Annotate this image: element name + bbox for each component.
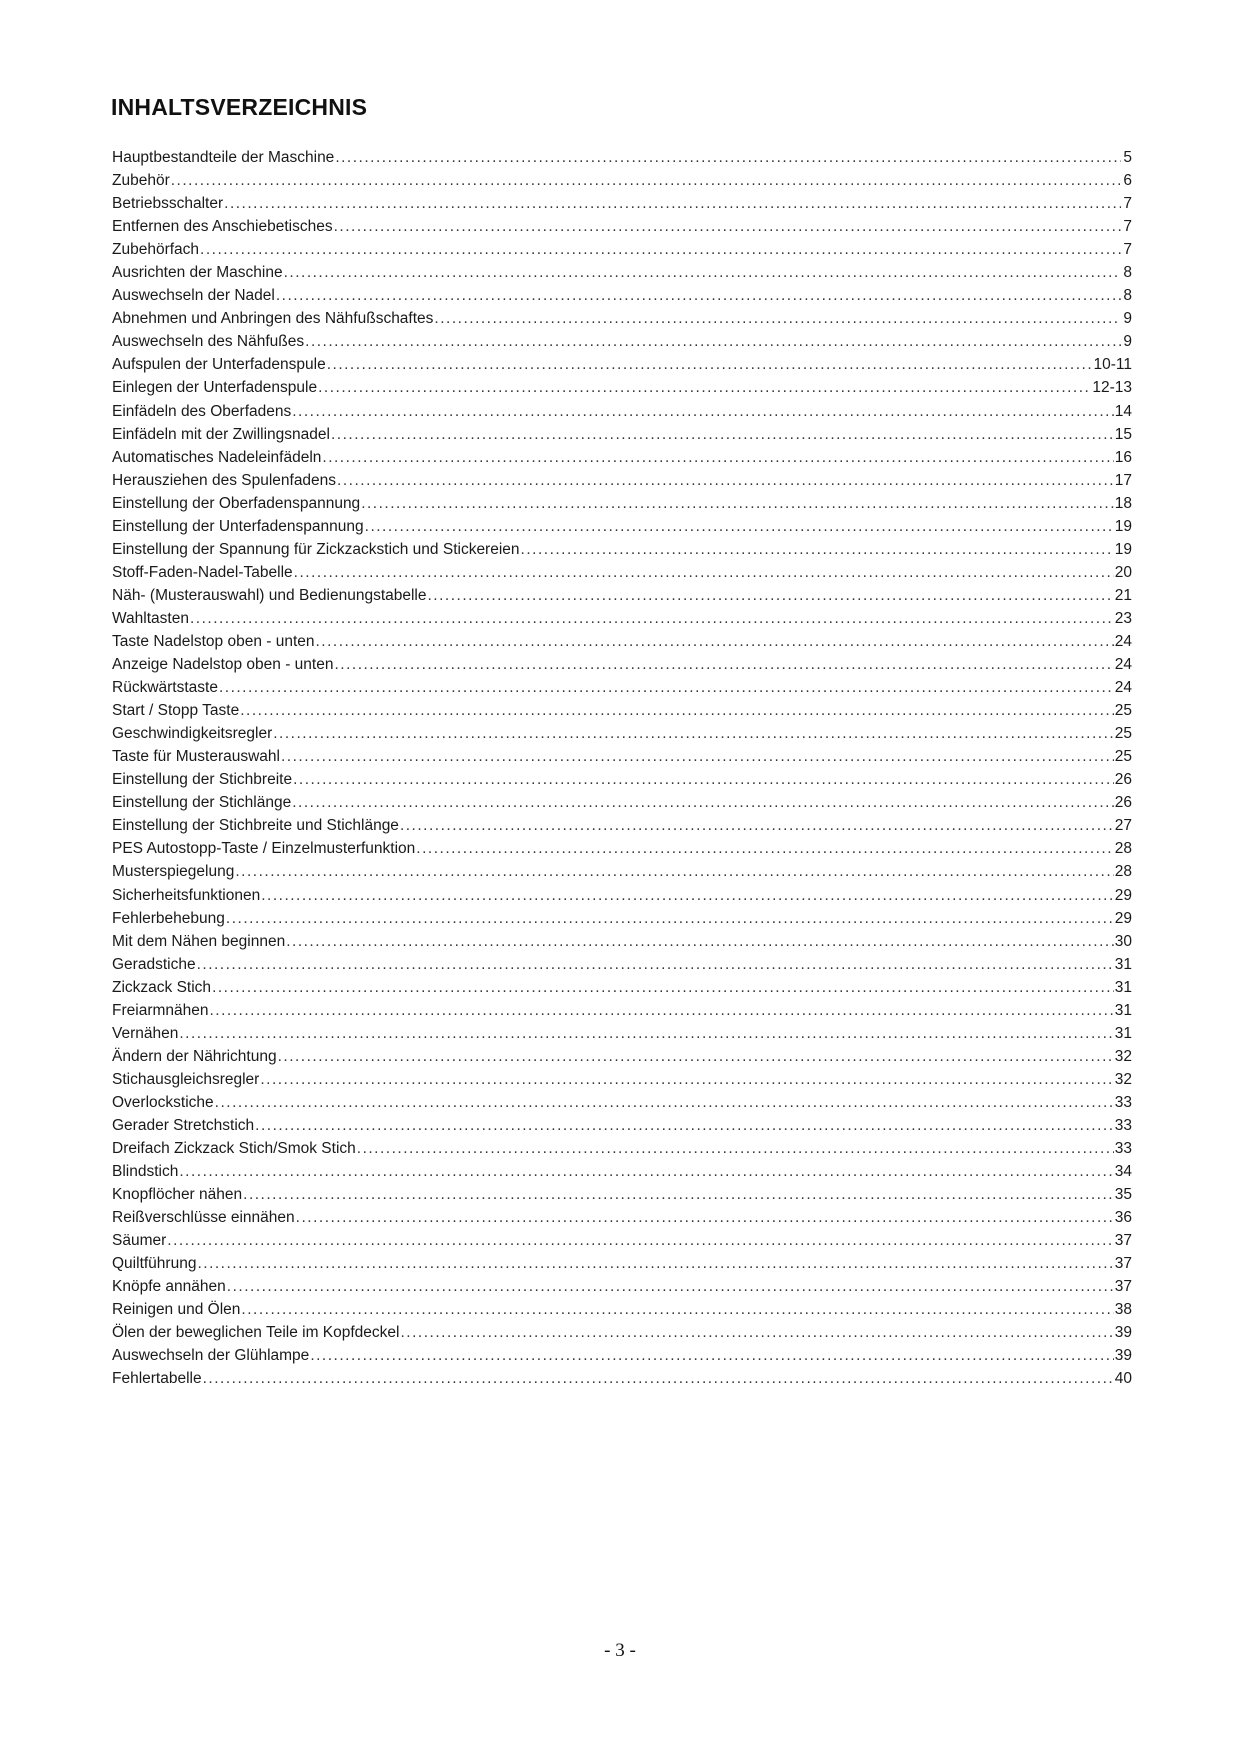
toc-entry-page: 25 bbox=[1114, 702, 1132, 720]
toc-entry bbox=[112, 791, 1132, 814]
toc-entry-page: 36 bbox=[1114, 1209, 1132, 1227]
toc-entry-label: Auswechseln des Nähfußes bbox=[112, 333, 305, 351]
toc-entry bbox=[112, 446, 1132, 469]
dot-leader bbox=[335, 146, 1121, 169]
toc-entry-page: 32 bbox=[1114, 1070, 1132, 1088]
toc-entry-page: 24 bbox=[1114, 632, 1132, 650]
toc-entry-label: Stoff-Faden-Nadel-Tabelle bbox=[112, 563, 293, 581]
toc-entry-page: 7 bbox=[1123, 218, 1132, 236]
toc-entry-label: Einlegen der Unterfadenspule bbox=[112, 379, 318, 397]
toc-entry-page: 39 bbox=[1114, 1347, 1132, 1365]
toc-entry bbox=[112, 699, 1132, 722]
dot-leader bbox=[255, 1114, 1114, 1137]
toc-entry-page: 26 bbox=[1114, 771, 1132, 789]
toc-entry-page: 40 bbox=[1114, 1370, 1132, 1388]
dot-leader bbox=[286, 930, 1114, 953]
toc-entry-label: Einstellung der Stichbreite und Stichlänge bbox=[112, 817, 399, 835]
toc-entry-label: Knöpfe annähen bbox=[112, 1278, 226, 1296]
toc-entry-label: Hauptbestandteile der Maschine bbox=[112, 149, 335, 166]
toc-entry-label: Zickzack Stich bbox=[112, 978, 212, 996]
toc-entry-label: Reißverschlüsse einnähen bbox=[112, 1209, 295, 1227]
toc-entry-page: 25 bbox=[1114, 748, 1132, 766]
toc-entry-page: 39 bbox=[1114, 1324, 1132, 1342]
toc-entry-label: Taste Nadelstop oben - unten bbox=[112, 632, 315, 650]
dot-leader bbox=[197, 1252, 1113, 1275]
toc-entry-page: 33 bbox=[1114, 1093, 1132, 1111]
dot-leader bbox=[235, 860, 1113, 883]
toc-entry bbox=[112, 284, 1132, 307]
toc-entry bbox=[112, 492, 1132, 515]
dot-leader bbox=[219, 676, 1114, 699]
toc-entry bbox=[112, 376, 1132, 399]
toc-entry-label: Ausrichten der Maschine bbox=[112, 264, 283, 282]
toc-entry-page: 17 bbox=[1114, 471, 1132, 489]
toc-entry-page: 37 bbox=[1114, 1278, 1132, 1296]
dot-leader bbox=[284, 261, 1121, 284]
toc-entry-label: Wahltasten bbox=[112, 609, 189, 627]
toc-entry-label: Mit dem Nähen beginnen bbox=[112, 932, 286, 950]
toc-entry-page: 33 bbox=[1114, 1140, 1132, 1158]
toc-entry bbox=[112, 1137, 1132, 1160]
toc-entry-page: 28 bbox=[1114, 840, 1132, 858]
toc-entry-page: 25 bbox=[1114, 725, 1132, 743]
toc-entry bbox=[112, 976, 1132, 999]
toc-entry bbox=[112, 1252, 1132, 1275]
dot-leader bbox=[365, 515, 1114, 538]
toc-entry bbox=[112, 1229, 1132, 1252]
page-title: INHALTSVERZEICHNIS bbox=[111, 94, 368, 120]
dot-leader bbox=[261, 884, 1114, 907]
toc-entry-page: 31 bbox=[1114, 1001, 1132, 1019]
toc-entry-label: Einfädeln mit der Zwillingsnadel bbox=[112, 425, 330, 443]
toc-entry bbox=[112, 1321, 1132, 1344]
toc-entry-page: 9 bbox=[1123, 333, 1132, 351]
toc-entry-page: 27 bbox=[1114, 817, 1132, 835]
dot-leader bbox=[212, 976, 1114, 999]
toc-entry-page: 7 bbox=[1123, 241, 1132, 259]
toc-entry bbox=[112, 423, 1132, 446]
dot-leader bbox=[260, 1068, 1113, 1091]
dot-leader bbox=[296, 1206, 1114, 1229]
toc-entry bbox=[112, 1045, 1132, 1068]
toc-entry bbox=[112, 1298, 1132, 1321]
toc-entry bbox=[112, 630, 1132, 653]
toc-entry-label: Aufspulen der Unterfadenspule bbox=[112, 356, 326, 374]
toc-entry-label: Automatisches Nadeleinfädeln bbox=[112, 448, 322, 466]
dot-leader bbox=[428, 584, 1114, 607]
toc-entry bbox=[112, 215, 1132, 238]
toc-entry bbox=[112, 400, 1132, 423]
toc-entry bbox=[112, 330, 1132, 353]
dot-leader bbox=[278, 1045, 1114, 1068]
toc-entry-page: 31 bbox=[1114, 1024, 1132, 1042]
toc-entry-page: 33 bbox=[1114, 1116, 1132, 1134]
dot-leader bbox=[190, 607, 1114, 630]
toc-entry-label: Vernähen bbox=[112, 1024, 179, 1042]
dot-leader bbox=[293, 768, 1114, 791]
dot-leader bbox=[334, 653, 1113, 676]
toc-entry-label: PES Autostopp-Taste / Einzelmusterfunktion bbox=[112, 840, 416, 858]
dot-leader bbox=[276, 284, 1121, 307]
toc-entry-label: Knopflöcher nähen bbox=[112, 1186, 243, 1204]
dot-leader bbox=[215, 1091, 1114, 1114]
dot-leader bbox=[334, 215, 1121, 238]
toc-entry-label: Ändern der Nährichtung bbox=[112, 1047, 277, 1065]
toc-entry bbox=[112, 768, 1132, 791]
dot-leader bbox=[327, 353, 1093, 376]
toc-entry-label: Entfernen des Anschiebetisches bbox=[112, 218, 333, 236]
dot-leader bbox=[240, 699, 1114, 722]
toc-entry-label: Einstellung der Unterfadenspannung bbox=[112, 517, 364, 535]
toc-entry-label: Musterspiegelung bbox=[112, 863, 235, 881]
dot-leader bbox=[434, 307, 1121, 330]
dot-leader bbox=[331, 423, 1114, 446]
toc-entry-page: 8 bbox=[1123, 264, 1132, 282]
toc-entry-label: Quiltführung bbox=[112, 1255, 197, 1273]
toc-entry-label: Geradstiche bbox=[112, 955, 196, 973]
toc-entry-page: 23 bbox=[1114, 609, 1132, 627]
toc-entry-page: 24 bbox=[1114, 656, 1132, 674]
toc-entry-label: Einstellung der Stichbreite bbox=[112, 771, 293, 789]
toc-entry bbox=[112, 1344, 1132, 1367]
toc-entry bbox=[112, 469, 1132, 492]
toc-entry bbox=[112, 837, 1132, 860]
toc-entry bbox=[112, 1367, 1132, 1390]
toc-entry bbox=[112, 584, 1132, 607]
toc-entry-page: 35 bbox=[1114, 1186, 1132, 1204]
toc-entry bbox=[112, 1206, 1132, 1229]
toc-entry-page: 7 bbox=[1123, 195, 1132, 213]
dot-leader bbox=[521, 538, 1114, 561]
toc-entry-page: 5 bbox=[1123, 149, 1132, 166]
toc-entry bbox=[112, 1022, 1132, 1045]
toc-entry bbox=[112, 722, 1132, 745]
toc-entry-label: Zubehör bbox=[112, 172, 170, 190]
dot-leader bbox=[416, 837, 1113, 860]
toc-entry-page: 34 bbox=[1114, 1163, 1132, 1181]
dot-leader bbox=[200, 238, 1121, 261]
dot-leader bbox=[305, 330, 1121, 353]
toc-entry bbox=[112, 860, 1132, 883]
toc-entry-label: Dreifach Zickzack Stich/Smok Stich bbox=[112, 1140, 356, 1158]
toc-entry bbox=[112, 1114, 1132, 1137]
toc-entry-page: 20 bbox=[1114, 563, 1132, 581]
toc-entry bbox=[112, 953, 1132, 976]
toc-entry bbox=[112, 353, 1132, 376]
toc-entry-label: Einstellung der Oberfadenspannung bbox=[112, 494, 361, 512]
toc-entry-page: 29 bbox=[1114, 909, 1132, 927]
page-number: - 3 - bbox=[604, 1640, 636, 1661]
dot-leader bbox=[227, 1275, 1114, 1298]
dot-leader bbox=[243, 1183, 1114, 1206]
toc-entry-page: 12-13 bbox=[1092, 379, 1132, 397]
toc-entry-label: Einstellung der Stichlänge bbox=[112, 794, 292, 812]
dot-leader bbox=[273, 722, 1114, 745]
toc-entry-page: 19 bbox=[1114, 517, 1132, 535]
dot-leader bbox=[167, 1229, 1113, 1252]
toc-entry-label: Reinigen und Ölen bbox=[112, 1301, 241, 1319]
toc-entry bbox=[112, 907, 1132, 930]
toc-entry-label: Gerader Stretchstich bbox=[112, 1116, 255, 1134]
toc-entry bbox=[112, 192, 1132, 215]
dot-leader bbox=[179, 1160, 1113, 1183]
toc-entry-page: 32 bbox=[1114, 1047, 1132, 1065]
toc-entry-page: 31 bbox=[1114, 978, 1132, 996]
toc-entry-label: Rückwärtstaste bbox=[112, 679, 218, 697]
dot-leader bbox=[361, 492, 1114, 515]
dot-leader bbox=[292, 400, 1114, 423]
toc-entry-label: Taste für Musterauswahl bbox=[112, 748, 280, 766]
toc-entry bbox=[112, 1091, 1132, 1114]
toc-entry-page: 18 bbox=[1114, 494, 1132, 512]
toc-entry-label: Blindstich bbox=[112, 1163, 179, 1181]
toc-entry-label: Freiarmnähen bbox=[112, 1001, 209, 1019]
toc-entry bbox=[112, 238, 1132, 261]
dot-leader bbox=[292, 791, 1114, 814]
toc-entry-page: 37 bbox=[1114, 1232, 1132, 1250]
toc-entry bbox=[112, 146, 1132, 169]
dot-leader bbox=[241, 1298, 1113, 1321]
dot-leader bbox=[224, 192, 1121, 215]
toc-entry bbox=[112, 653, 1132, 676]
toc-entry bbox=[112, 261, 1132, 284]
toc-entry-label: Betriebsschalter bbox=[112, 195, 224, 213]
dot-leader bbox=[197, 953, 1114, 976]
dot-leader bbox=[203, 1367, 1114, 1390]
table-of-contents bbox=[112, 146, 1132, 1391]
toc-entry-page: 31 bbox=[1114, 955, 1132, 973]
toc-entry bbox=[112, 561, 1132, 584]
toc-entry bbox=[112, 169, 1132, 192]
toc-entry-label: Anzeige Nadelstop oben - unten bbox=[112, 656, 334, 674]
dot-leader bbox=[357, 1137, 1114, 1160]
toc-entry-label: Näh- (Musterauswahl) und Bedienungstabelle bbox=[112, 586, 427, 604]
dot-leader bbox=[318, 376, 1091, 399]
toc-entry-page: 9 bbox=[1123, 310, 1132, 328]
toc-entry bbox=[112, 1183, 1132, 1206]
toc-entry-label: Overlockstiche bbox=[112, 1093, 214, 1111]
toc-entry-page: 37 bbox=[1114, 1255, 1132, 1273]
toc-entry-label: Auswechseln der Nadel bbox=[112, 287, 275, 305]
toc-entry bbox=[112, 814, 1132, 837]
toc-entry-page: 10-11 bbox=[1093, 356, 1132, 374]
toc-entry bbox=[112, 745, 1132, 768]
toc-entry-label: Abnehmen und Anbringen des Nähfußschaftes bbox=[112, 310, 434, 328]
toc-entry bbox=[112, 307, 1132, 330]
toc-entry-label: Geschwindigkeitsregler bbox=[112, 725, 273, 743]
toc-entry-page: 14 bbox=[1114, 402, 1132, 420]
dot-leader bbox=[400, 814, 1114, 837]
toc-entry-label: Herausziehen des Spulenfadens bbox=[112, 471, 337, 489]
dot-leader bbox=[294, 561, 1114, 584]
toc-entry bbox=[112, 999, 1132, 1022]
toc-entry-label: Ölen der beweglichen Teile im Kopfdeckel bbox=[112, 1324, 400, 1342]
toc-entry-page: 38 bbox=[1114, 1301, 1132, 1319]
toc-entry-page: 26 bbox=[1114, 794, 1132, 812]
toc-entry-page: 21 bbox=[1114, 586, 1132, 604]
toc-entry-page: 16 bbox=[1114, 448, 1132, 466]
toc-entry-page: 19 bbox=[1114, 540, 1132, 558]
toc-entry-page: 6 bbox=[1123, 172, 1132, 190]
toc-entry-label: Start / Stopp Taste bbox=[112, 702, 240, 720]
toc-entry bbox=[112, 676, 1132, 699]
dot-leader bbox=[179, 1022, 1113, 1045]
dot-leader bbox=[171, 169, 1121, 192]
toc-entry bbox=[112, 1160, 1132, 1183]
toc-entry-label: Einstellung der Spannung für Zickzackstich und Stickereien bbox=[112, 540, 520, 558]
dot-leader bbox=[322, 446, 1113, 469]
dot-leader bbox=[281, 745, 1114, 768]
toc-entry-label: Einfädeln des Oberfadens bbox=[112, 402, 292, 420]
toc-entry bbox=[112, 607, 1132, 630]
toc-entry-label: Säumer bbox=[112, 1232, 167, 1250]
toc-entry bbox=[112, 538, 1132, 561]
toc-entry-label: Stichausgleichsregler bbox=[112, 1070, 260, 1088]
toc-entry-label: Auswechseln der Glühlampe bbox=[112, 1347, 310, 1365]
toc-entry-label: Sicherheitsfunktionen bbox=[112, 886, 261, 904]
dot-leader bbox=[337, 469, 1114, 492]
toc-entry bbox=[112, 930, 1132, 953]
dot-leader bbox=[210, 999, 1114, 1022]
toc-entry-label: Fehlertabelle bbox=[112, 1370, 202, 1388]
toc-entry-page: 8 bbox=[1123, 287, 1132, 305]
toc-entry-page: 30 bbox=[1114, 932, 1132, 950]
dot-leader bbox=[310, 1344, 1113, 1367]
toc-entry-label: Zubehörfach bbox=[112, 241, 200, 259]
toc-entry bbox=[112, 515, 1132, 538]
toc-entry-page: 28 bbox=[1114, 863, 1132, 881]
dot-leader bbox=[226, 907, 1114, 930]
toc-entry-page: 24 bbox=[1114, 679, 1132, 697]
toc-entry-page: 15 bbox=[1114, 425, 1132, 443]
toc-entry bbox=[112, 1068, 1132, 1091]
toc-entry-page: 29 bbox=[1114, 886, 1132, 904]
toc-entry bbox=[112, 1275, 1132, 1298]
dot-leader bbox=[316, 630, 1114, 653]
toc-entry-label: Fehlerbehebung bbox=[112, 909, 225, 927]
toc-entry bbox=[112, 884, 1132, 907]
dot-leader bbox=[401, 1321, 1114, 1344]
